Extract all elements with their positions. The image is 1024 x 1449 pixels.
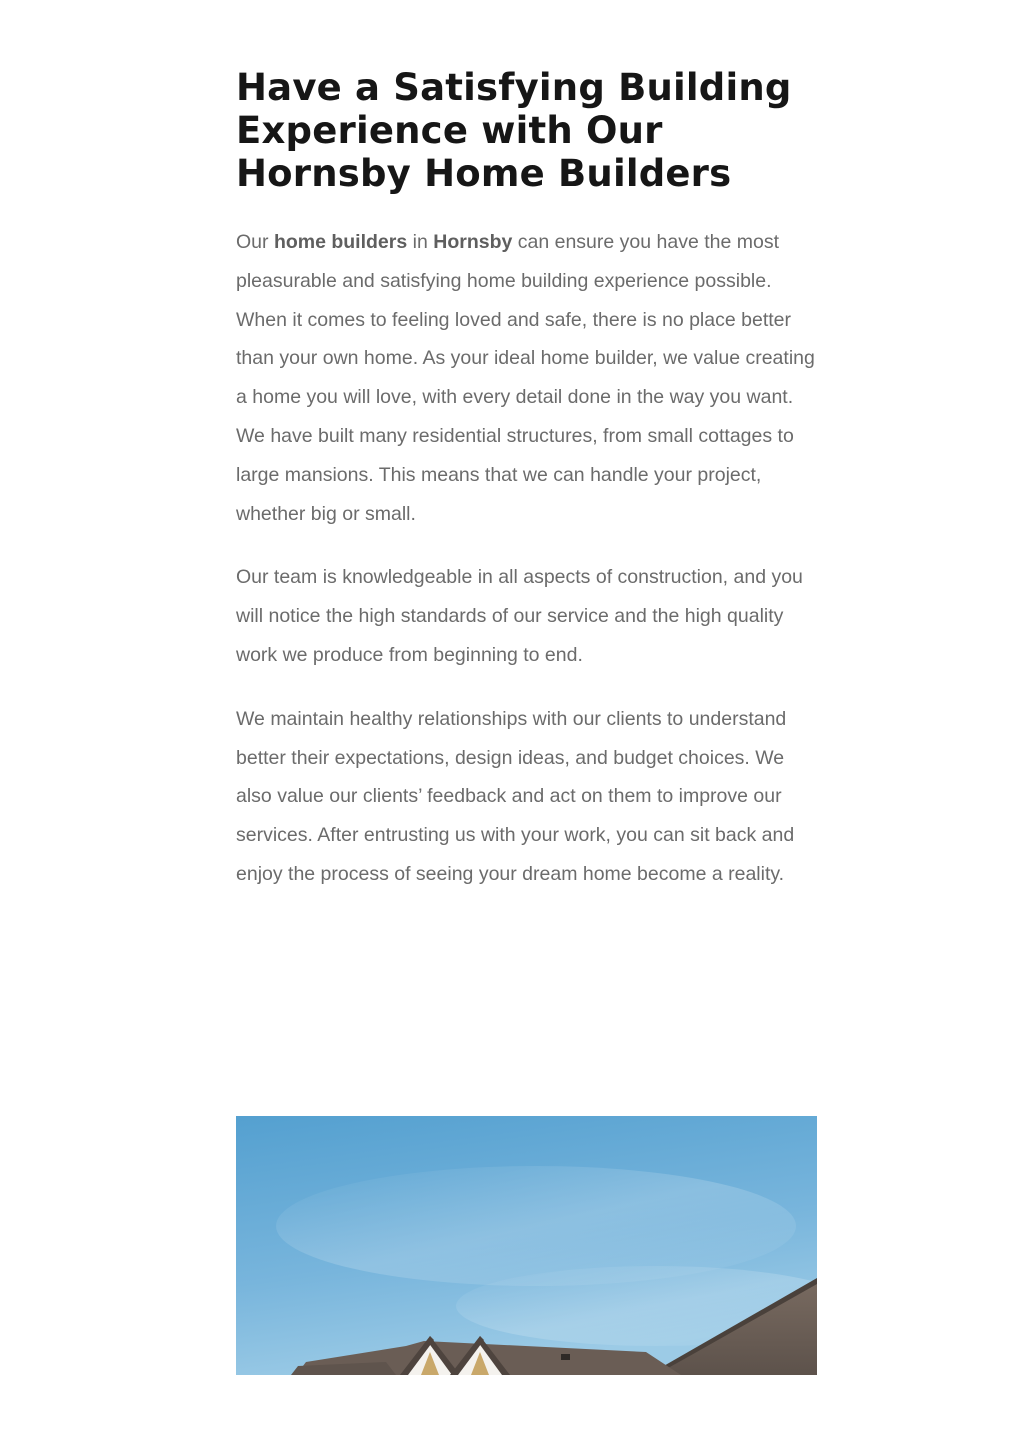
intro-paragraph <box>236 223 818 533</box>
intro-rest: can ensure you have the most pleasurable and satisfying home building experience possible. When it comes to feeling loved and safe, there is no place better than your own home. As your ideal home builder, we value creating a home you will love, with every detail done in the way you want. We have built many residential structures, from small cottages to large mansions. This means that we can handle your project, whether big or small. <box>236 231 815 525</box>
clients-paragraph: We maintain healthy relationships with our clients to understand better their expectations, design ideas, and budget choices. We also value our clients’ feedback and act on them to improve our services. After entrusting us with your work, you can sit back and enjoy the process of seeing your dream home become a reality. <box>236 707 795 885</box>
roof-vent <box>561 1354 570 1360</box>
keyword-hornsby: Hornsby <box>433 231 513 253</box>
intro-mid: in <box>407 231 434 253</box>
page-title: Have a Satisfying Building Experience with Our Hornsby Home Builders <box>236 66 792 195</box>
house-roof-photo <box>236 1116 817 1375</box>
article <box>236 66 818 894</box>
intro-lead: Our <box>236 231 274 253</box>
keyword-home-builders: home builders <box>273 231 408 253</box>
team-paragraph: Our team is knowledgeable in all aspects of construction, and you will notice the high standards of our service and the high quality work we produce from beginning to end. <box>236 566 803 666</box>
